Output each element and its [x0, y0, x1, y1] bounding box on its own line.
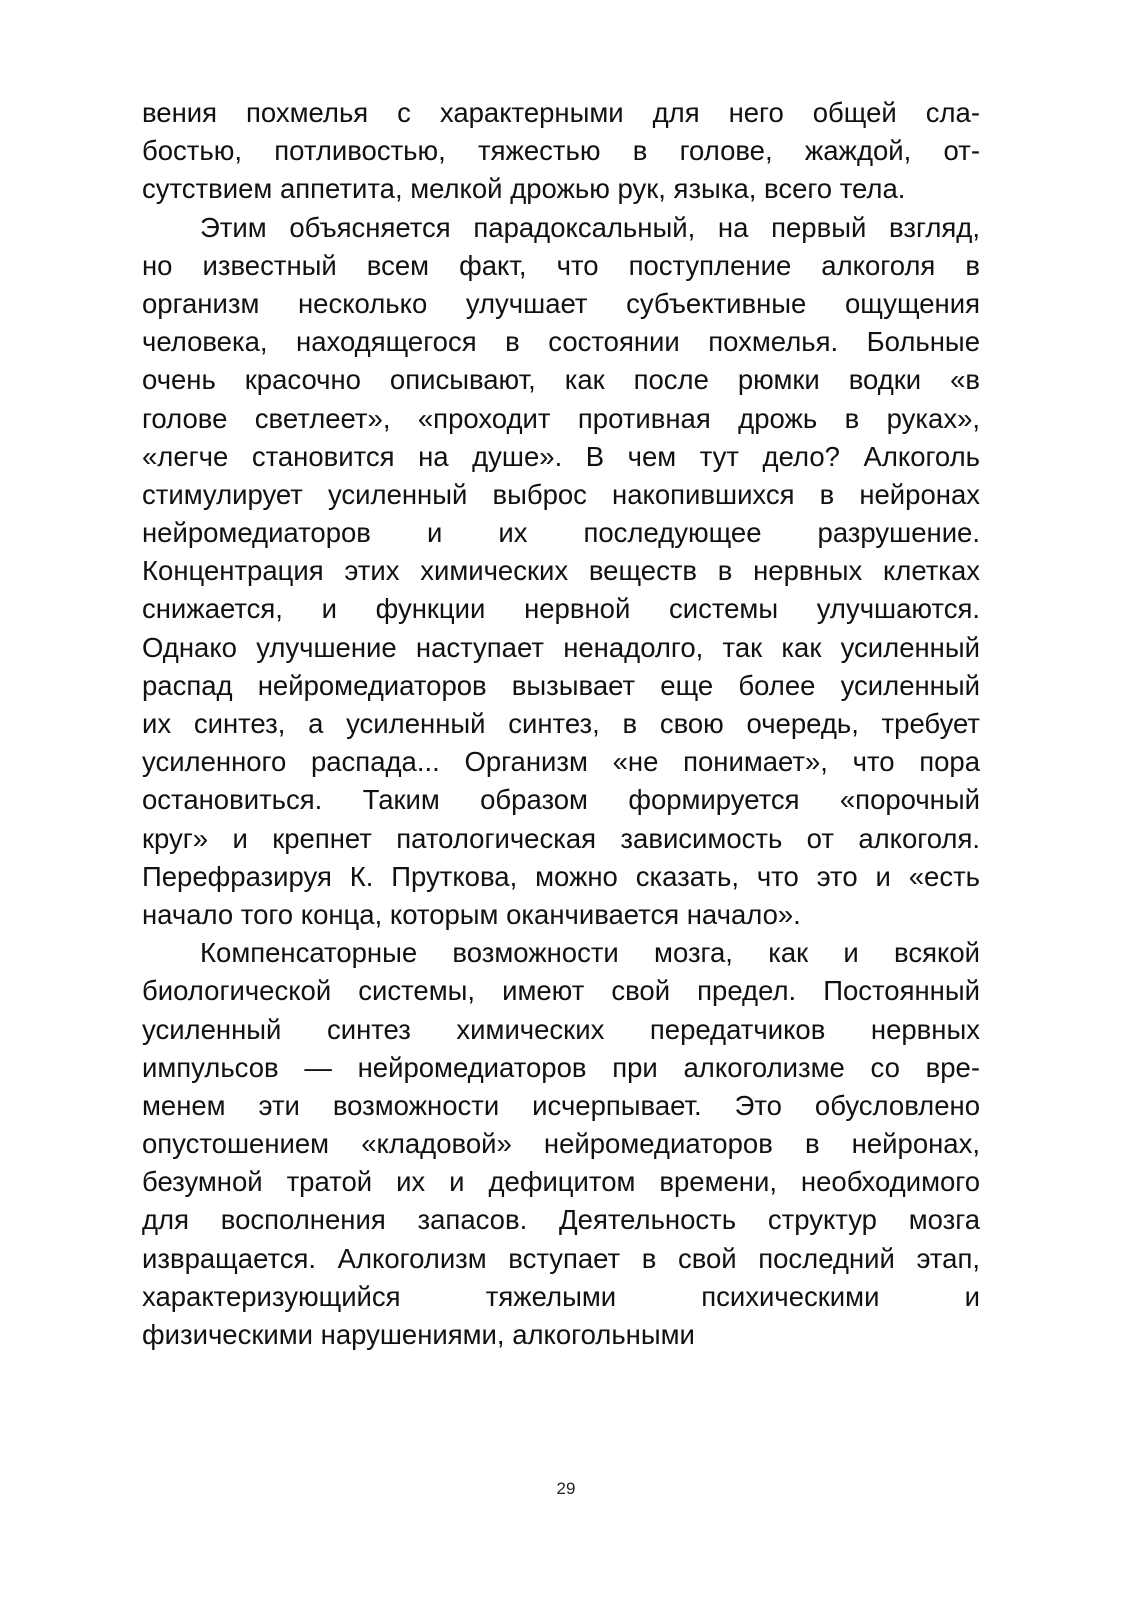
text-line: очень красочно описывают, как после рюмки водки «в — [142, 364, 980, 396]
text-line: усиленного распада... Организм «не понимает», что пора — [142, 746, 980, 778]
text-line: нейромедиаторов и их последующее разрушение. — [142, 517, 980, 549]
text-line: сутствием аппетита, мелкой дрожью рук, языка, всего тела. — [142, 173, 906, 205]
text-line: «легче становится на душе». В чем тут дело? Алкоголь — [142, 440, 980, 472]
text-line: для восполнения запасов. Деятельность структур мозга — [142, 1204, 980, 1236]
text-line: их синтез, а усиленный синтез, в свою очередь, требует — [142, 708, 980, 739]
text-line: человека, находящегося в состоянии похмелья. Больные — [142, 326, 980, 358]
text-line: извращается. Алкоголизм вступает в свой последний этап, — [142, 1242, 980, 1274]
text-line: импульсов — нейромедиаторов при алкоголизме со вре- — [142, 1051, 980, 1083]
text-line: менем эти возможности исчерпывает. Это обусловлено — [142, 1089, 980, 1121]
paragraph — [142, 94, 980, 209]
text-line: усиленный синтез химических передатчиков нервных — [142, 1013, 980, 1045]
paragraph — [142, 934, 980, 1354]
paragraph — [142, 209, 980, 935]
text-line: начало того конца, которым оканчивается начало». — [142, 898, 801, 930]
text-line: характеризующийся тяжелыми психическими и — [142, 1280, 980, 1312]
text-line: Компенсаторные возможности мозга, как и всякой — [200, 937, 980, 969]
text-line: круг» и крепнет патологическая зависимость от алкоголя. — [142, 822, 980, 854]
page-number: 29 — [556, 1479, 576, 1498]
text-line: физическими нарушениями, алкогольными — [142, 1319, 695, 1350]
text-line: опустошением «кладовой» нейромедиаторов в нейронах, — [142, 1128, 980, 1160]
text-line: но известный всем факт, что поступление алкоголя в — [142, 249, 980, 281]
text-line: Перефразируя К. Пруткова, можно сказать, что это и «есть — [142, 860, 980, 892]
text-line: снижается, и функции нервной системы улучшаются. — [142, 593, 980, 625]
text-line: остановиться. Таким образом формируется «порочный — [142, 784, 980, 816]
text-line: вения похмелья с характерными для него общей сла- — [142, 97, 980, 128]
text-line: организм несколько улучшает субъективные ощущения — [142, 287, 980, 319]
text-line: Этим объясняется парадоксальный, на первый взгляд, — [200, 211, 980, 243]
text-line: безумной тратой их и дефицитом времени, необходимого — [142, 1166, 980, 1198]
text-line: распад нейромедиаторов вызывает еще более усиленный — [142, 669, 980, 701]
text-line: стимулирует усиленный выброс накопившихся в нейронах — [142, 478, 980, 510]
text-line: голове светлеет», «проходит противная дрожь в руках», — [142, 402, 980, 434]
body-text — [142, 94, 980, 1354]
text-line: Концентрация этих химических веществ в нервных клетках — [142, 555, 980, 587]
text-line: Однако улучшение наступает ненадолго, так как усиленный — [142, 631, 980, 663]
text-line: бостью, потливостью, тяжестью в голове, жаждой, от- — [142, 135, 980, 167]
text-line: биологической системы, имеют свой предел. Постоянный — [142, 975, 980, 1007]
